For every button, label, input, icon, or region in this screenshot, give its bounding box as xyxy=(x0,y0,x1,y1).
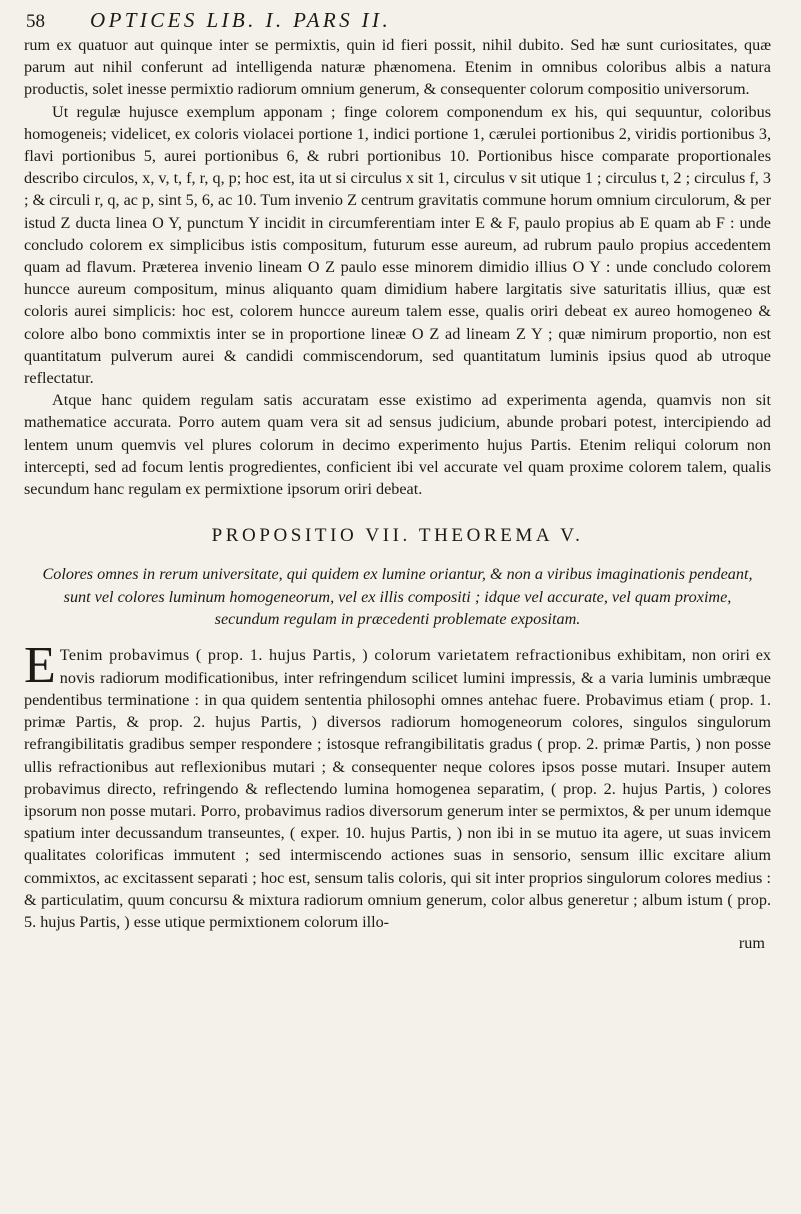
catchword: rum xyxy=(738,934,765,953)
running-title: OPTICES LIB. I. PARS II. xyxy=(90,8,392,32)
paragraph-rule-accuracy: Atque hanc quidem regulam satis accuratam esse existimo ad experimenta agenda, quamvis non sit mathematice accurata. Porro autem quam vera sit ad sensus judicium, abunde probari potest, intercipiendo ad lentem unum quemvis vel plures colorum in decimo experimento hujus Partis. Etenim reliqui colorum non intercepti, sed ad focum lentis progredientes, conficient ibi vel accurate vel quam proxime colorem talem, qualis secundum hanc regulam ex permixtione ipsorum oriri debeat. xyxy=(24,391,771,499)
running-header xyxy=(24,8,771,32)
paragraph-rule-example: Ut regulæ hujusce exemplum apponam ; finge colorem componendum ex his, qui sequuntur, coloribus homogeneis; videlicet, ex coloris violacei portione 1, indici portione 1, cærulei portionibus 2, viridis portionibus 3, flavi portionibus 5, aurei portionibus 6, & rubri portionibus 10. Portionibus hisce comparate proportionales describo circulos, x, v, t, f, r, q, p; hoc est, ita ut si circulus x sit 1, circulus v sit utique 1 ; circulus t, 2 ; circulus f, 3 ; & circuli r, q, ac p, sint 5, 6, ac 10. Tum invenio Z centrum gravitatis commune horum omnium circulorum, & per istud Z ducta linea O Y, punctum Y incidit in circumferentiam inter E & F, paulo propius ab E quam ab F : unde concludo colorem ex simplicibus istis compositum, futurum esse aureum, ad rubrum paulo propius accedentem quam ad flavum. Præterea invenio lineam O Z paulo esse minorem dimidio illius O Y : unde concludo colorem huncce aureum compositum, minus aliquanto quam dimidium habere largitatis sive saturitatis illius, quæ est coloris aurei simplicis: hoc est, colorem huncce aureum talem esse, qualis oriri debeat ex aureo homogeneo & colore albo bono commixtis inter se in proportione lineæ O Z ad lineam Z Y ; quæ nimirum proportio, non est quantitatum pulverum aurei & candidi commiscendorum, sed quantitatum luminis ipsius quod ab utroque reflectatur. xyxy=(24,102,771,388)
page-number: 58 xyxy=(26,11,45,32)
paragraph-continued: rum ex quatuor aut quinque inter se permixtis, quin id fieri possit, nihil dubito. Sed hæ sunt curiositates, quæ parum aut nihil conferunt ad intelligenda naturæ phænomena. Etenim in omnibus coloribus albis a natura productis, solet inesse permixtio radiorum omnium generum, & consequenter colorum compositio universorum. xyxy=(24,36,771,99)
theorem-statement: Colores omnes in rerum universitate, qui quidem ex lumine oriantur, & non a viribus imaginationis pendeant, sunt vel colores luminum homogeneorum, vel ex illis compositi ; idque vel accurate, vel quam proxime, secundum regulam in præcedenti problemate expositam. xyxy=(42,565,753,629)
proposition-heading: PROPOSITIO VII. THEOREMA V. xyxy=(211,525,584,547)
drop-initial: E xyxy=(24,637,56,695)
proof-continued: exhibitam, non oriri ex novis radiorum modificationibus, inter refringendum scilicet lumini impressis, & a varia luminis umbræque pendentibus terminatione : in qua quidem sententia philosophi omnes antehac fuere. Probavimus etiam ( prop. 1. primæ Partis, & prop. 2. hujus Partis, ) diversos radiorum homogeneorum colores, singulos singulorum refrangibilitatis gradibus semper respondere ; istosque refrangibilitatis gradus ( prop. 2. primæ Partis, ) non posse ullis refractionibus aut reflexionibus mutari ; & consequenter neque colores ipsos posse mutari. Insuper autem probavimus directo, refringendo & reflectendo lumina homogenea separatim, ( prop. 2. hujus Partis, ) colores ipsorum non posse mutari. Porro, probavimus radios diversorum generum inter se permixtos, & per unum idemque spatium inter decussandum transeuntes, ( exper. 10. hujus Partis, ) non ibi in se mutuo ita agere, ut suas invicem qualitates colorificas immutent ; sed intermiscendo actiones suas in sensorio, sensum illic excitare alium commixtos, ac excitassent separati ; hoc est, sensum talis coloris, qui sit inter proprios singulorum colores medius : & particulatim, quum concursu & mixtura radiorum omnium generum, color albus generetur ; album istum ( prop. 5. hujus Partis, ) esse utique permixtionem colorum illo- xyxy=(24,646,772,931)
main-text xyxy=(24,34,771,500)
proof-text xyxy=(24,637,772,933)
proof-paragraph xyxy=(24,637,772,933)
proof-first-line: Tenim probavimus ( prop. 1. hujus Partis, ) colorum varietatem refractionibus xyxy=(59,646,612,665)
